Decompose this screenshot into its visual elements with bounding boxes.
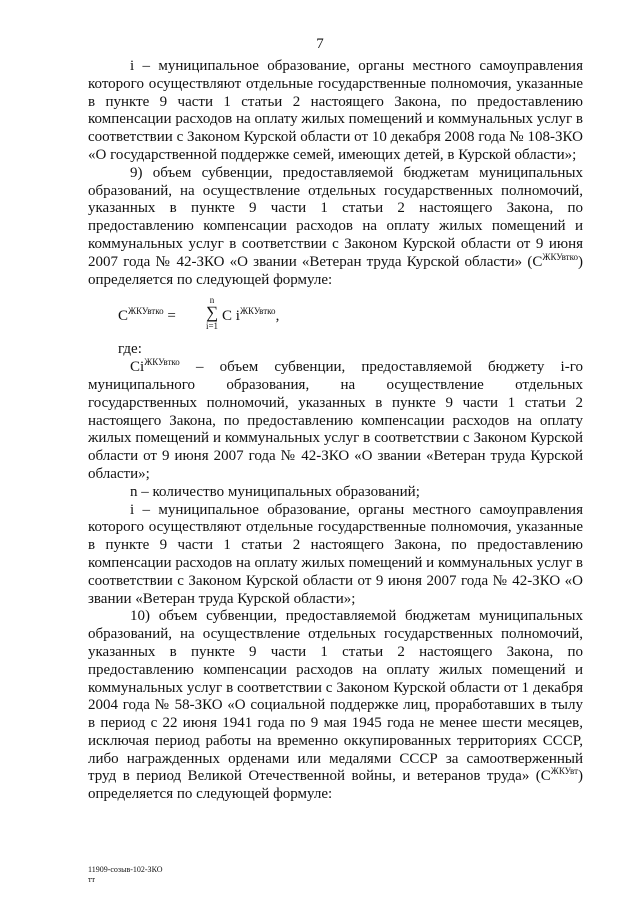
summation-upper-limit: n [209,295,215,306]
formula-rhs [222,308,279,326]
document-body [88,58,583,804]
paragraph-9-superscript: ЖКУвтко [542,251,578,262]
page-number: 7 [316,36,324,52]
paragraph-10 [88,608,583,804]
paragraph-9 [88,165,583,290]
formula-lhs-superscript: ЖКУвтко [128,306,164,317]
document-footer [88,865,162,885]
paragraph-i-definition-1: i – муниципальное образование, органы местного самоуправления которого осуществляют отдельные государственные полномочия, указанные в пункте 9 части 1 статьи 2 настоящего Закона, по предоставлению компенсации расходов на оплату жилых помещений и коммунальных услуг в соответствии с Законом Курской области от 10 декабря 2008 года № 108-ЗКО «О государственной поддержке семей, имеющих детей, в Курской области»; [88,58,583,163]
footer-initials: тт [88,875,95,884]
formula-9 [118,291,583,337]
formula-rhs-tail: , [275,308,280,325]
paragraph-9-text-end: ) определяется по следующей формуле: [88,253,583,288]
formula-rhs-base: C i [222,308,240,325]
footer-reference: 11909-созыв-102-ЗКО [88,865,163,874]
definition-ci [88,359,583,484]
where-label: где: [118,341,142,358]
paragraph-10-superscript: ЖКУвт [550,766,578,777]
formula-equals: = [163,308,176,325]
definition-n: n – количество муниципальных образований; [130,483,420,500]
summation-lower-limit: i=1 [205,321,219,332]
formula-lhs [118,308,176,326]
formula-summation [204,295,220,331]
definition-ci-text: – объем субвенции, предоставляемой бюджету i-го муниципального образования, на осуществление отдельных государственных полномочий, указанных в пункте 9 части 1 статьи 2 настоящего Закона, по предоставлению компенсации расходов на оплату жилых помещений и коммунальных услуг в соответствии с Законом Курской области от 9 июня 2007 года № 42-ЗКО «О звании «Ветеран труда Курской области»; [88,359,583,482]
formula-lhs-base: C [118,308,129,325]
definition-ci-base: Ci [130,359,145,376]
summation-sign: ∑ [205,303,219,323]
paragraph-10-text-end: ) определяется по следующей формуле: [88,768,583,803]
paragraph-i-definition-2: i – муниципальное образование, органы местного самоуправления которого осуществляют отдельные государственные полномочия, указанные в пункте 9 части 1 статьи 2 настоящего Закона, по предоставлению компенсации расходов на оплату жилых помещений и коммунальных услуг в соответствии с Законом Курской области от 9 июня 2007 года № 42-ЗКО «О звании «Ветеран труда Курской области»; [88,501,583,607]
definition-ci-superscript: ЖКУвтко [144,357,180,368]
paragraph-10-text: 10) объем субвенции, предоставляемой бюджетам муниципальных образований, на осуществление отдельных государственных полномочий, указанных в пункте 9 части 1 статьи 2 настоящего Закона, по предоставлению компенсации расходов на оплату жилых помещений и коммунальных услуг в соответствии с Законом Курской области от 1 декабря 2004 года № 58-ЗКО «О социальной поддержке лиц, проработавших в тылу в период с 22 июня 1941 года по 9 мая 1945 года не менее шести месяцев, исключая период работы на временно оккупированных территориях СССР, либо награжденных орденами или медалями СССР за самоотверженный труд в период Великой Отечественной войны, и ветеранов труда» (C [88,608,583,785]
paragraph-9-text: 9) объем субвенции, предоставляемой бюджетам муниципальных образований, на осуществление отдельных государственных полномочий, указанных в пункте 9 части 1 статьи 2 настоящего Закона, по предоставлению компенсации расходов на оплату жилых помещений и коммунальных услуг в соответствии с Законом Курской области от 9 июня 2007 года № 42-ЗКО «О звании «Ветеран труда Курской области» (C [88,164,583,270]
formula-rhs-superscript: ЖКУвтко [239,306,276,317]
